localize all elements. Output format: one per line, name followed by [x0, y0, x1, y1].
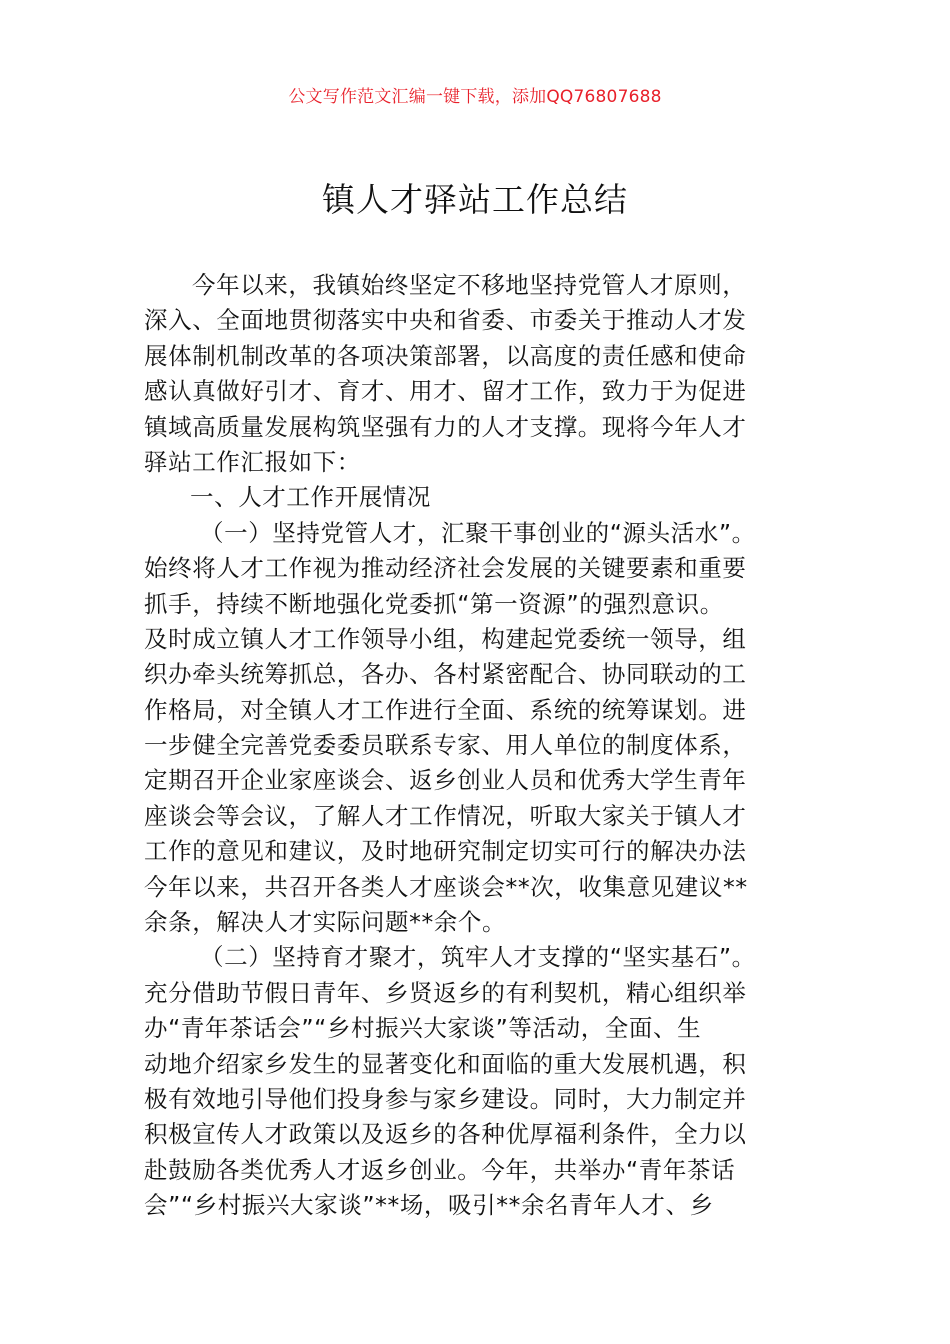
paragraph-line: 座谈会等会议，了解人才工作情况，听取大家关于镇人才 — [144, 801, 747, 830]
paragraph-line: 极有效地引导他们投身参与家乡建设。同时，大力制定并 — [144, 1084, 747, 1113]
paragraph-line: 驿站工作汇报如下： — [144, 447, 361, 476]
download-notice[interactable]: 公文写作范文汇编一键下载，添加QQ76807688 — [288, 87, 662, 107]
paragraph-line: 始终将人才工作视为推动经济社会发展的关键要素和重要 — [144, 554, 747, 583]
paragraph-line: 定期召开企业家座谈会、返乡创业人员和优秀大学生青年 — [144, 766, 747, 795]
paragraph-line: 余条，解决人才实际问题**余个。 — [144, 908, 507, 937]
document-body — [144, 268, 806, 1224]
paragraph-line: 织办牵头统筹抓总，各办、各村紧密配合、协同联动的工 — [144, 660, 747, 689]
paragraph-line: 今年以来，共召开各类人才座谈会**次，收集意见建议** — [144, 872, 748, 901]
paragraph-line: 充分借助节假日青年、乡贤返乡的有利契机，精心组织举 — [144, 978, 747, 1007]
paragraph-line: 今年以来，我镇始终坚定不移地坚持党管人才原则， — [192, 271, 747, 299]
paragraph-line: 深入、全面地贯彻落实中央和省委、市委关于推动人才发 — [144, 306, 747, 335]
subsection-heading: （一）坚持党管人才，汇聚干事创业的“源头活水”。 — [200, 518, 756, 547]
paragraph-line: 感认真做好引才、育才、用才、留才工作，致力于为促进 — [144, 377, 747, 406]
paragraph-line: 工作的意见和建议，及时地研究制定切实可行的解决办法 — [144, 837, 747, 866]
paragraph-line: 赴鼓励各类优秀人才返乡创业。今年，共举办“青年茶话 — [144, 1155, 736, 1184]
paragraph-line: 办“青年茶话会”“乡村振兴大家谈”等活动，全面、生 — [144, 1014, 702, 1043]
paragraph-line: 会”“乡村振兴大家谈”**场，吸引**余名青年人才、乡 — [144, 1191, 714, 1220]
paragraph-line: 动地介绍家乡发生的显著变化和面临的重大发展机遇，积 — [144, 1049, 747, 1078]
paragraph-line: 及时成立镇人才工作领导小组，构建起党委统一领导，组 — [144, 624, 747, 653]
subsection-heading: （二）坚持育才聚才，筑牢人才支撑的“坚实基石”。 — [200, 943, 756, 972]
paragraph-line: 一步健全完善党委委员联系专家、用人单位的制度体系， — [144, 731, 747, 760]
section-heading: 一、人才工作开展情况 — [190, 483, 431, 512]
paragraph-line: 展体制机制改革的各项决策部署，以高度的责任感和使命 — [144, 341, 747, 370]
paragraph-line: 积极宣传人才政策以及返乡的各种优厚福利条件，全力以 — [144, 1120, 747, 1149]
paragraph-line: 作格局，对全镇人才工作进行全面、系统的统筹谋划。进 — [144, 695, 747, 724]
paragraph-line: 抓手，持续不断地强化党委抓“第一资源”的强烈意识。 — [144, 589, 724, 618]
paragraph-line: 镇域高质量发展构筑坚强有力的人才支撑。现将今年人才 — [144, 412, 747, 441]
page-title: 镇人才驿站工作总结 — [322, 180, 628, 219]
